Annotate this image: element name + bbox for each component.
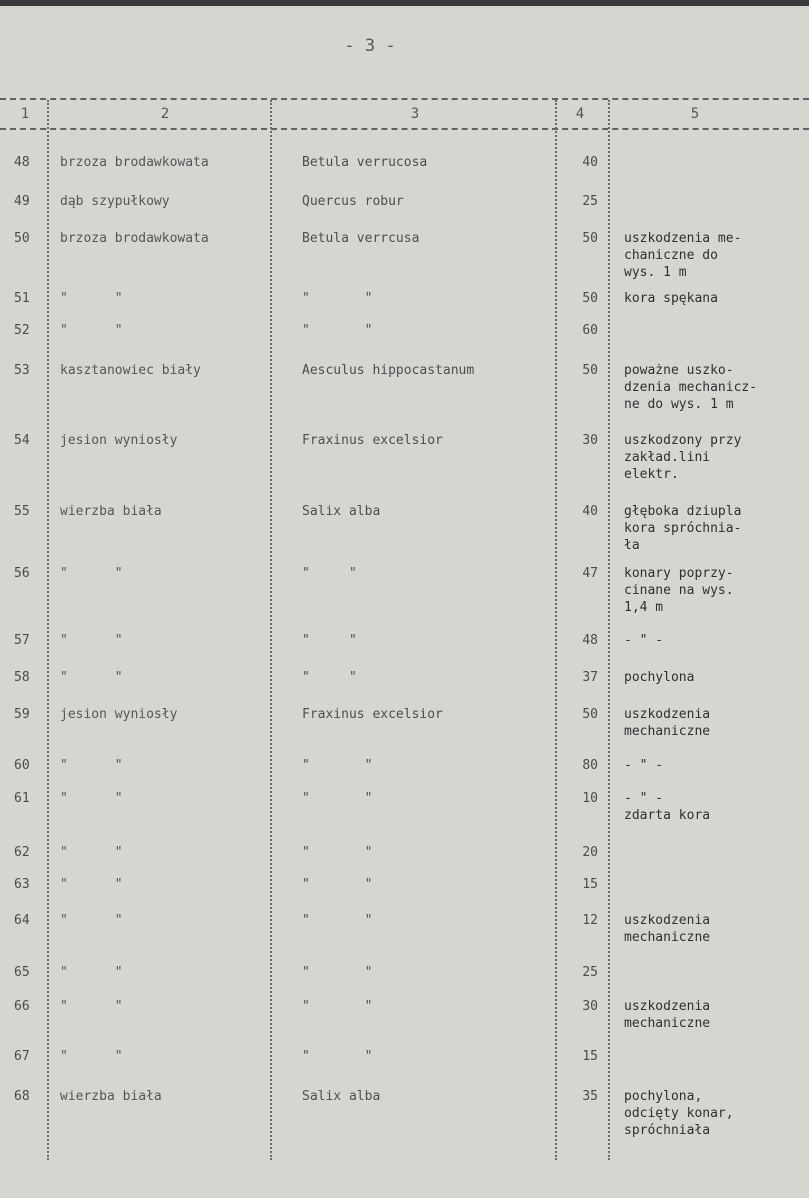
measurement-cell: 60 [582,323,598,338]
latin-name-cell: " " [302,633,357,648]
row-number-cell: 64 [14,913,30,928]
row-number-cell: 53 [14,363,30,378]
row-number-cell: 67 [14,1049,30,1064]
row-number-cell: 59 [14,707,30,722]
common-name-cell: jesion wyniosły [60,707,178,722]
common-name-cell: " " [60,758,123,773]
row-number-cell: 56 [14,566,30,581]
latin-name-cell: Salix alba [302,504,381,519]
common-name-cell: " " [60,670,123,685]
column-header-2: 2 [160,106,170,122]
row-number-cell: 57 [14,633,30,648]
notes-cell: poważne uszko- dzenia mechanicz- ne do wys. 1 m [624,363,758,412]
measurement-cell: 50 [582,363,598,378]
column-header-3: 3 [410,106,420,122]
notes-cell: - " - zdarta kora [624,791,711,823]
notes-cell: pochylona, odcięty konar, spróchniała [624,1089,734,1138]
latin-name-cell: " " [302,566,357,581]
row-number-cell: 50 [14,231,30,246]
latin-name-cell: " " [302,670,357,685]
common-name-cell: " " [60,566,123,581]
column-divider-3 [555,100,557,1160]
row-number-cell: 61 [14,791,30,806]
common-name-cell: " " [60,791,123,806]
latin-name-cell: Quercus robur [302,194,404,209]
common-name-cell: " " [60,965,123,980]
row-number-cell: 66 [14,999,30,1014]
column-header-5: 5 [690,106,700,122]
latin-name-cell: Fraxinus excelsior [302,433,443,448]
measurement-cell: 50 [582,291,598,306]
notes-cell: uszkodzenia mechaniczne [624,707,711,739]
notes-cell: - " - [624,758,664,773]
column-divider-4 [608,100,610,1160]
common-name-cell: " " [60,323,123,338]
row-number-cell: 51 [14,291,30,306]
row-number-cell: 62 [14,845,30,860]
latin-name-cell: Betula verrcusa [302,231,420,246]
row-number-cell: 54 [14,433,30,448]
latin-name-cell: Aesculus hippocastanum [302,363,475,378]
common-name-cell: " " [60,999,123,1014]
latin-name-cell: " " [302,1049,373,1064]
latin-name-cell: " " [302,913,373,928]
column-divider-2 [270,100,272,1160]
row-number-cell: 49 [14,194,30,209]
common-name-cell: " " [60,913,123,928]
latin-name-cell: " " [302,323,373,338]
measurement-cell: 80 [582,758,598,773]
common-name-cell: kasztanowiec biały [60,363,201,378]
latin-name-cell: " " [302,877,373,892]
row-number-cell: 52 [14,323,30,338]
latin-name-cell: " " [302,999,373,1014]
measurement-cell: 30 [582,999,598,1014]
row-number-cell: 63 [14,877,30,892]
common-name-cell: " " [60,845,123,860]
row-number-cell: 58 [14,670,30,685]
notes-cell: uszkodzenia me- chaniczne do wys. 1 m [624,231,742,280]
measurement-cell: 40 [582,155,598,170]
measurement-cell: 15 [582,1049,598,1064]
table-top-rule [0,98,809,100]
column-divider-1 [47,100,49,1160]
latin-name-cell: Salix alba [302,1089,381,1104]
measurement-cell: 12 [582,913,598,928]
latin-name-cell: " " [302,965,373,980]
notes-cell: - " - [624,633,664,648]
row-number-cell: 68 [14,1089,30,1104]
notes-cell: głęboka dziupla kora spróchnia- ła [624,504,742,553]
measurement-cell: 10 [582,791,598,806]
measurement-cell: 35 [582,1089,598,1104]
column-header-1: 1 [20,106,30,122]
measurement-cell: 40 [582,504,598,519]
measurement-cell: 48 [582,633,598,648]
latin-name-cell: " " [302,845,373,860]
notes-cell: konary poprzy- cinane na wys. 1,4 m [624,566,734,615]
row-number-cell: 65 [14,965,30,980]
measurement-cell: 15 [582,877,598,892]
row-number-cell: 55 [14,504,30,519]
common-name-cell: brzoza brodawkowata [60,231,209,246]
notes-cell: uszkodzenia mechaniczne [624,913,711,945]
measurement-cell: 50 [582,707,598,722]
notes-cell: pochylona [624,670,695,685]
scan-top-edge [0,0,809,6]
latin-name-cell: Fraxinus excelsior [302,707,443,722]
latin-name-cell: " " [302,758,373,773]
measurement-cell: 25 [582,965,598,980]
measurement-cell: 37 [582,670,598,685]
latin-name-cell: Betula verrucosa [302,155,428,170]
notes-cell: kora spękana [624,291,718,306]
common-name-cell: " " [60,291,123,306]
measurement-cell: 30 [582,433,598,448]
common-name-cell: " " [60,1049,123,1064]
measurement-cell: 47 [582,566,598,581]
measurement-cell: 25 [582,194,598,209]
row-number-cell: 60 [14,758,30,773]
column-header-4: 4 [575,106,585,122]
latin-name-cell: " " [302,791,373,806]
common-name-cell: " " [60,633,123,648]
common-name-cell: wierzba biała [60,1089,162,1104]
common-name-cell: jesion wyniosły [60,433,178,448]
notes-cell: uszkodzenia mechaniczne [624,999,711,1031]
row-number-cell: 48 [14,155,30,170]
notes-cell: uszkodzony przy zakład.lini elektr. [624,433,742,482]
table-header-rule [0,128,809,130]
common-name-cell: dąb szypułkowy [60,194,170,209]
page-number: - 3 - [344,36,396,56]
latin-name-cell: " " [302,291,373,306]
common-name-cell: wierzba biała [60,504,162,519]
common-name-cell: " " [60,877,123,892]
common-name-cell: brzoza brodawkowata [60,155,209,170]
measurement-cell: 20 [582,845,598,860]
measurement-cell: 50 [582,231,598,246]
